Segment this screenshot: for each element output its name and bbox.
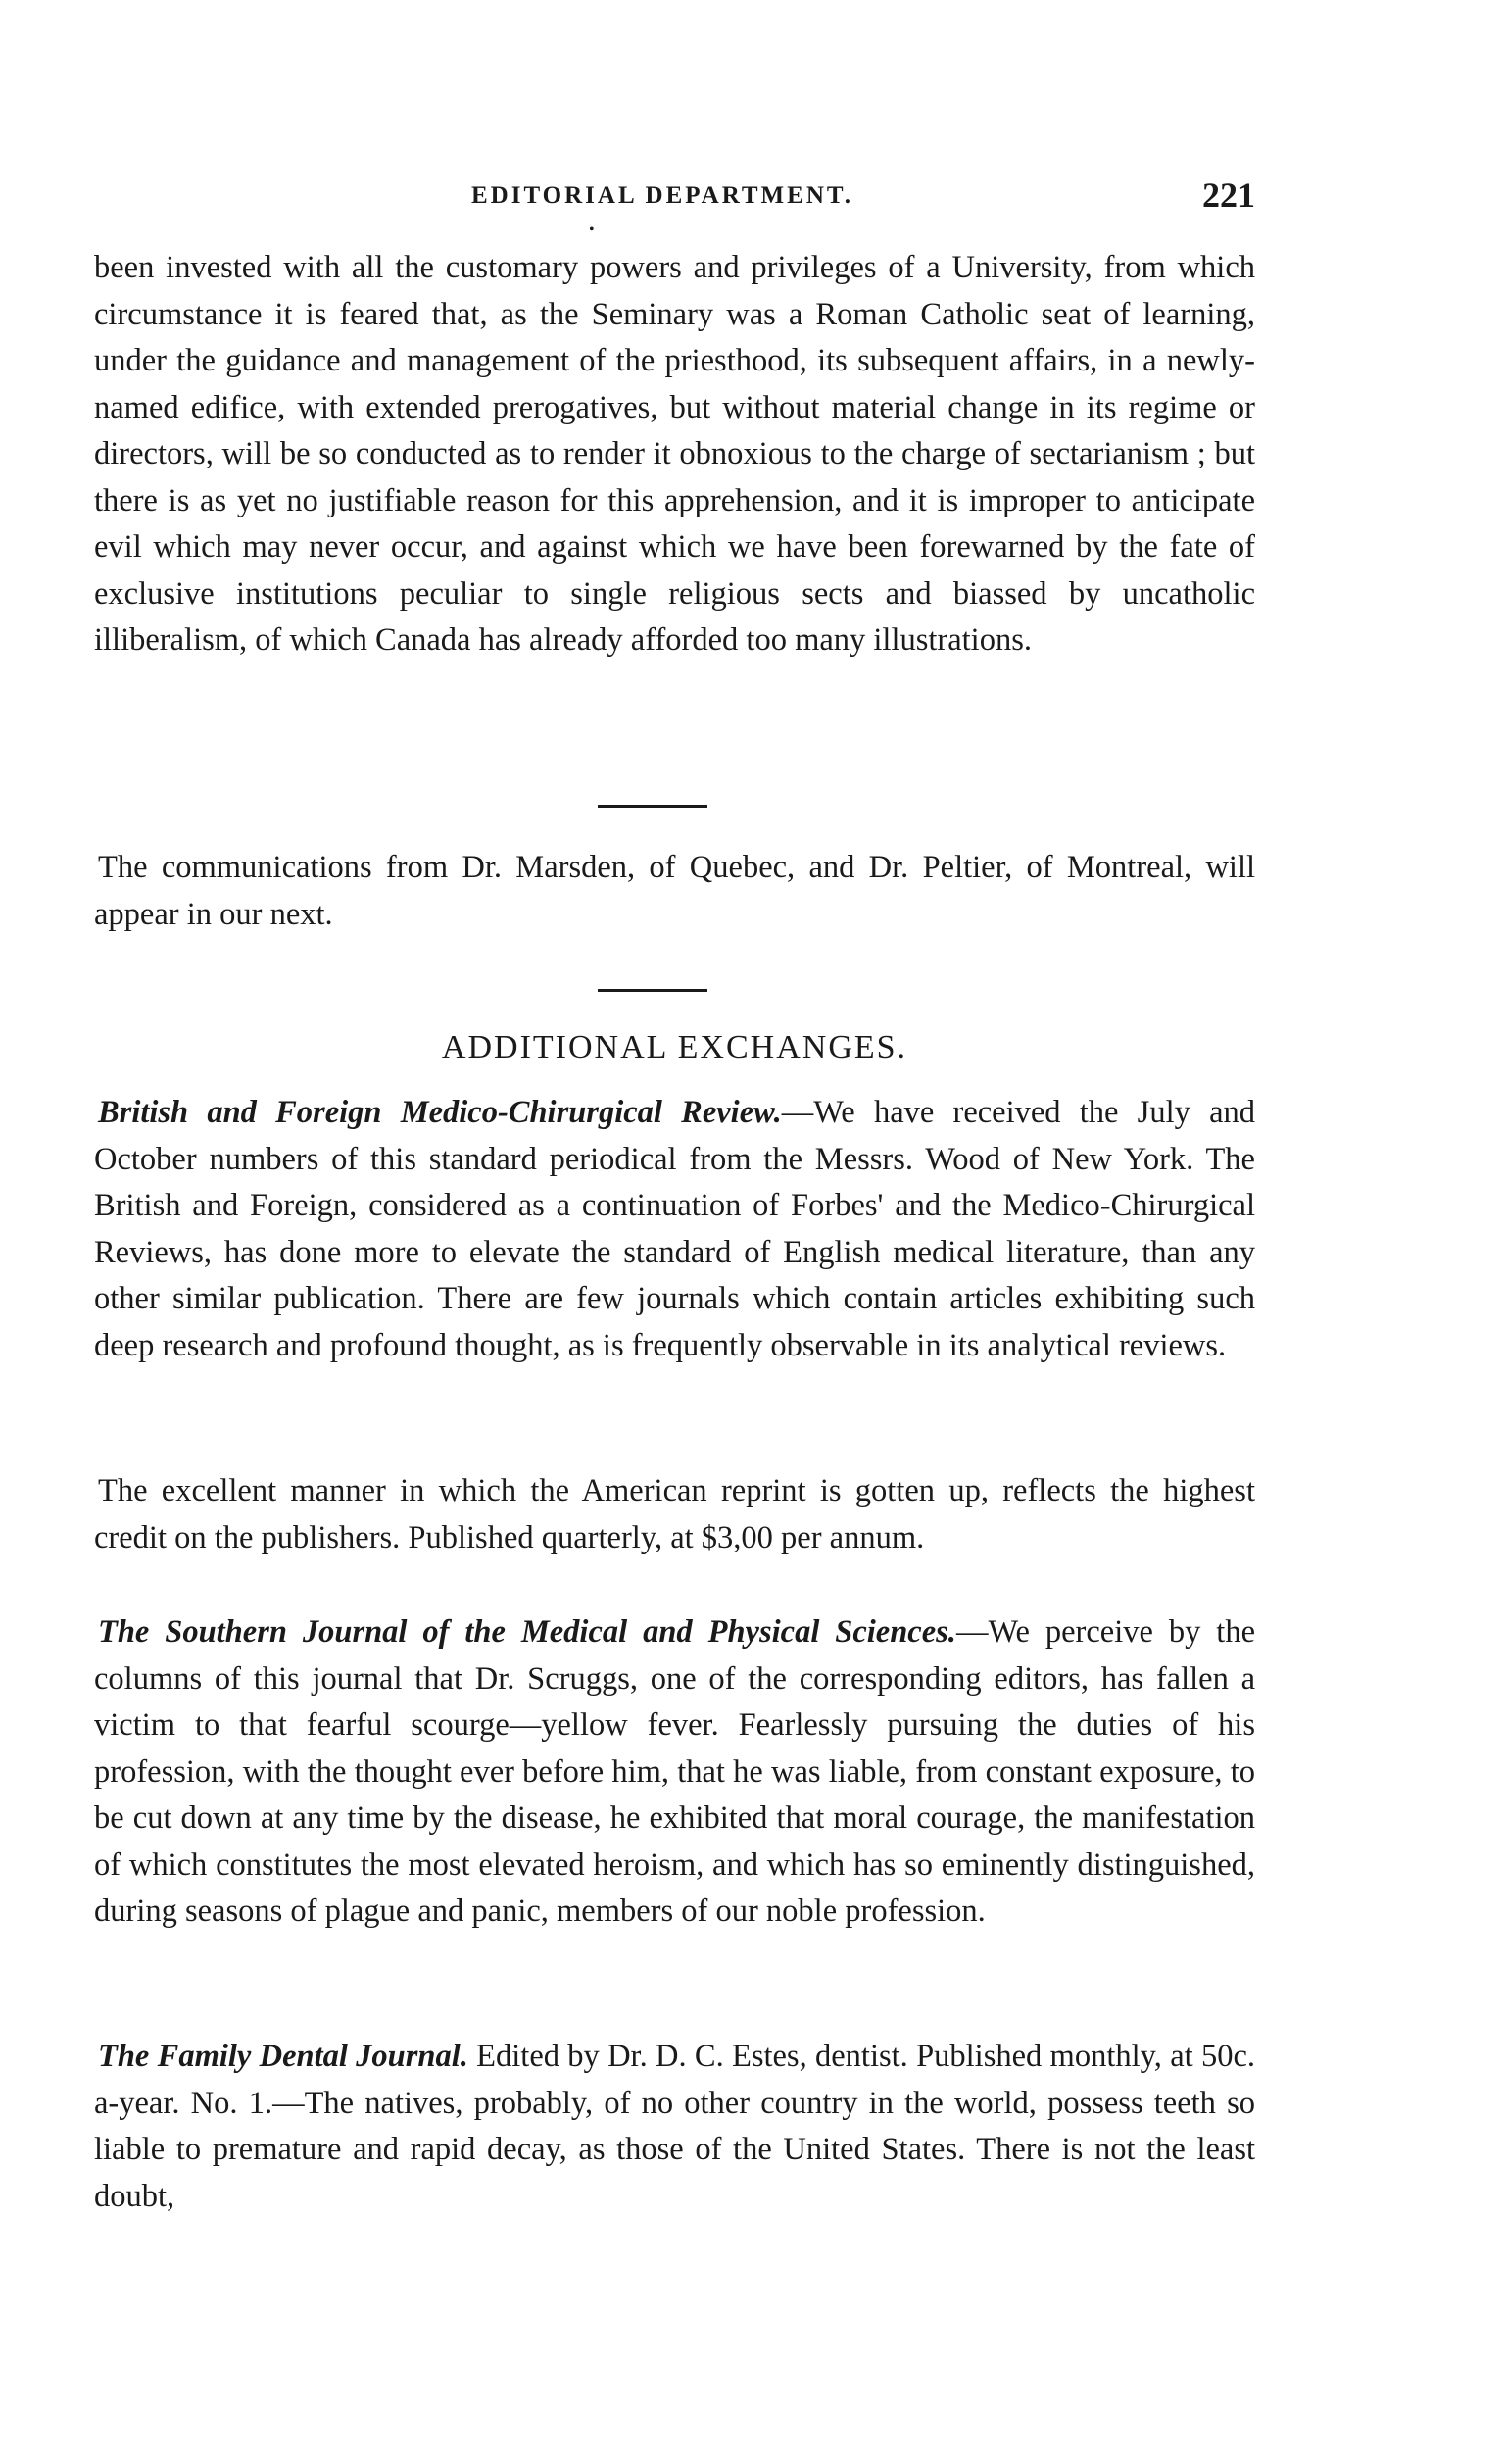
page-number: 221 [1202,175,1255,215]
paragraph-text [94,1090,1255,1369]
paragraph-family-dental-journal [94,2034,1255,2220]
journal-title: British and Foreign Medico-Chirurgical Review. [98,1095,782,1130]
paragraph-body: Edited by Dr. D. C. Estes, dentist. Published monthly, at 50c. a-year. No. 1.—The natives, probably, of no other country in the world, possess teeth so liable to premature and rapid decay, as those of the United States. There is not the least doubt, [94,2039,1255,2214]
page-header [94,175,1255,238]
journal-title: The Family Dental Journal. [98,2039,468,2074]
paragraph-body: —We have received the July and October numbers of this standard periodical from the Messrs. Wood of New York. The British and Foreign, considered as a continuation of Forbes' and the Medico-Chirurgical Reviews, has done more to elevate the standard of English medical literature, than any other similar publication. There are few journals which contain articles exhibiting such deep research and profound thought, as is frequently observable in its analytical reviews. [94,1095,1255,1363]
paragraph-body: —We perceive by the columns of this journal that Dr. Scruggs, one of the corresponding editors, has fallen a victim to that fearful scourge—yellow fever. Fearlessly pursuing the duties of his profession, with the thought ever before him, that he was liable, from constant exposure, to be cut down at any time by the disease, he exhibited that moral courage, the manifestation of which constitutes the most elevated heroism, and which has so eminently distinguished, during seasons of plague and panic, members of our noble profession. [94,1614,1255,1929]
section-heading: ADDITIONAL EXCHANGES. [441,1029,908,1065]
journal-title: The Southern Journal of the Medical and Physical Sciences. [98,1614,956,1650]
paragraph-reprint [94,1468,1255,1561]
paragraph-text: been invested with all the customary powers and privileges of a University, from which circumstance it is feared that, as the Seminary was a Roman Catholic seat of learning, under the guidance and management of the priesthood, its subsequent affairs, in a newly-named edifice, with extended prerogatives, but without material change in its regime or directors, will be so conducted as to render it obnoxious to the charge of sectarianism ; but there is as yet no justifiable reason for this apprehension, and it is improper to anticipate evil which may never occur, and against which we have been forewarned by the fate of exclusive institutions peculiar to single religious sects and biassed by uncatholic illiberalism, of which Canada has already afforded too many illustrations. [94,250,1255,658]
running-head: EDITORIAL DEPARTMENT. [471,182,853,209]
section-divider [598,989,707,992]
paragraph-text: The communications from Dr. Marsden, of Quebec, and Dr. Peltier, of Montreal, will appear in our next. [94,850,1255,932]
section-divider [598,805,707,808]
paragraph-communications [94,845,1255,938]
paragraph-text: The excellent manner in which the American reprint is gotten up, reflects the highest credit on the publishers. Published quarterly, at $3,00 per annum. [94,1473,1255,1555]
header-mark: • [589,222,595,238]
paragraph-university [94,245,1255,665]
paragraph-text [94,1609,1255,1936]
paragraph-text [94,2034,1255,2220]
paragraph-british-foreign-review [94,1090,1255,1369]
paragraph-southern-journal [94,1609,1255,1936]
